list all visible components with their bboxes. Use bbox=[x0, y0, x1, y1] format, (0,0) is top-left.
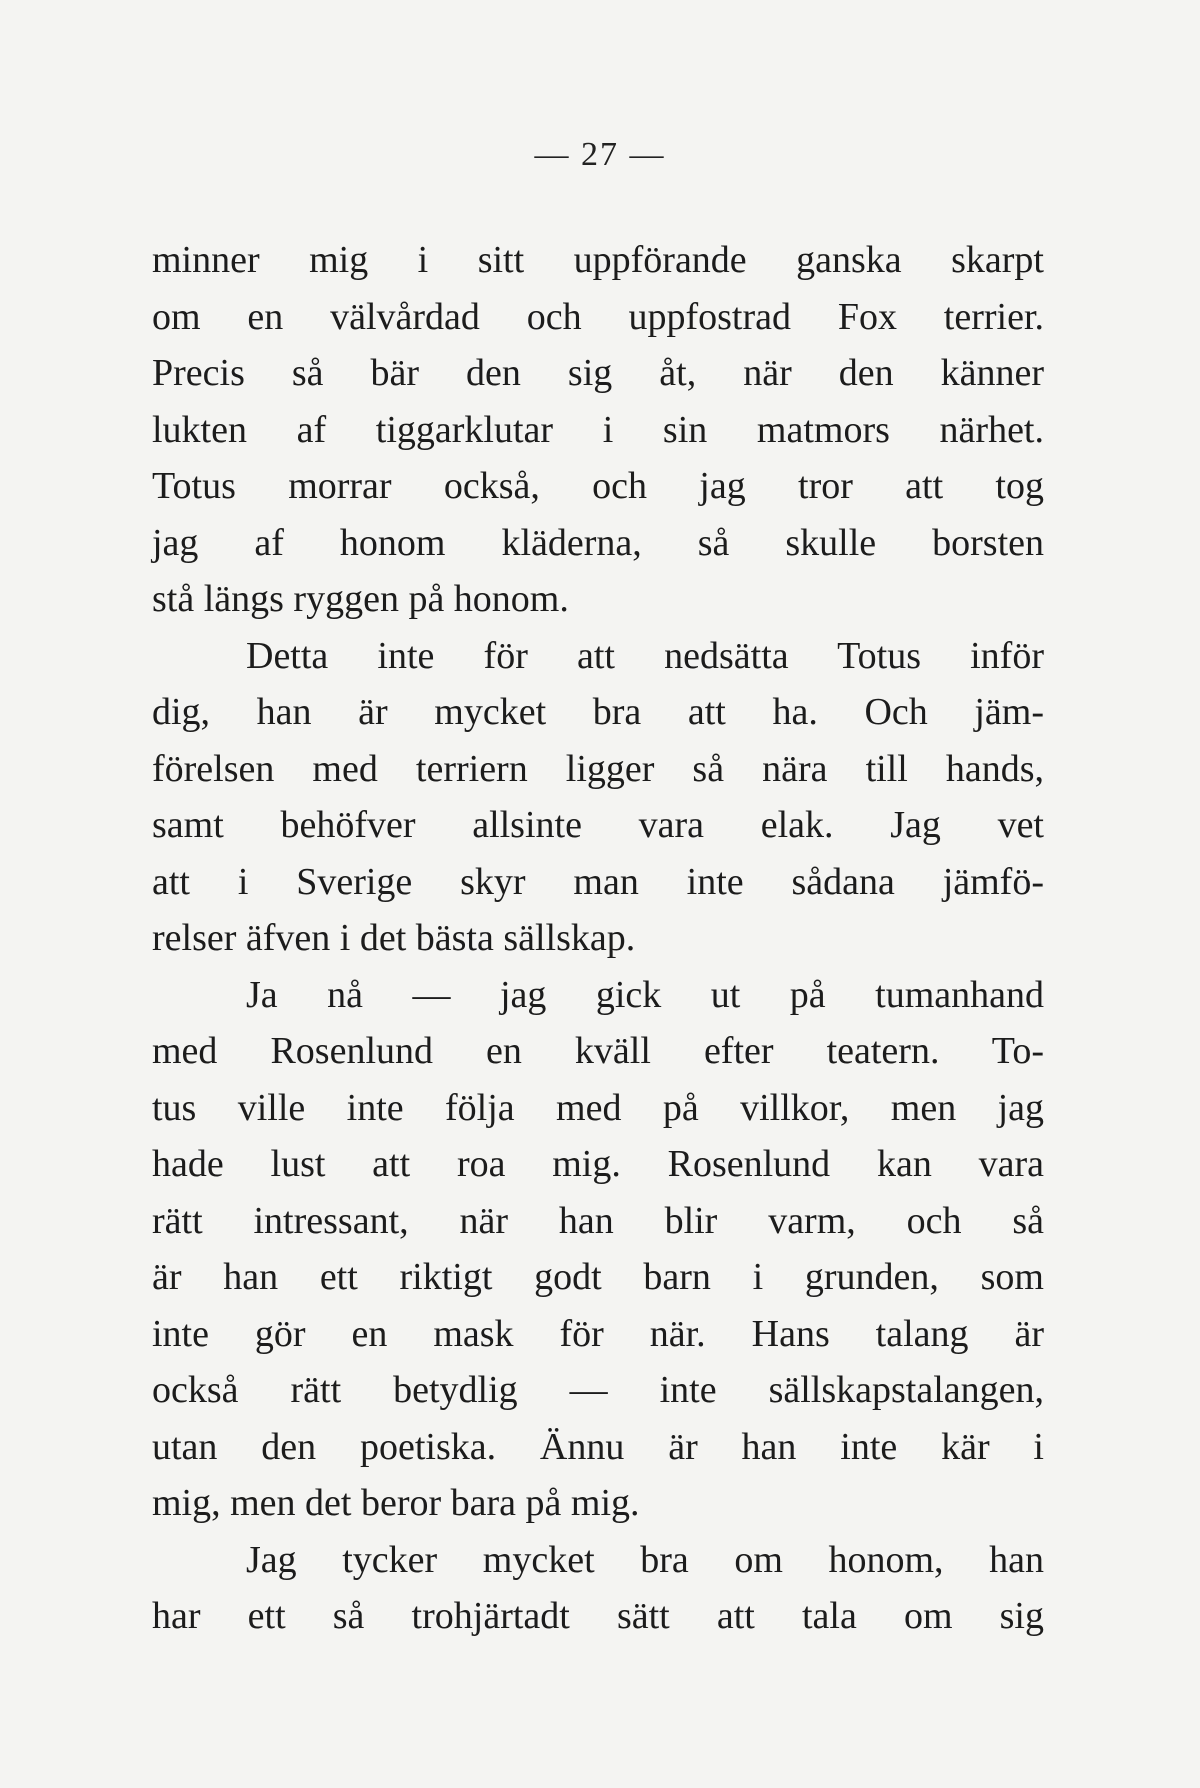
text-line: att i Sverige skyr man inte sådana jämfö- bbox=[152, 860, 1044, 903]
text-line: mig, men det beror bara på mig. bbox=[152, 1482, 640, 1524]
text-line: samt behöfver allsinte vara elak. Jag vet bbox=[152, 804, 1044, 846]
text-line: relser äfven i det bästa sällskap. bbox=[152, 917, 636, 959]
text-line: dig, han är mycket bra att ha. Och jäm- bbox=[152, 691, 1044, 733]
text-line: Ja nå — jag gick ut på tumanhand bbox=[246, 973, 1044, 1016]
text-line: är han ett riktigt godt barn i grunden, som bbox=[152, 1256, 1044, 1298]
text-line: lukten af tiggarklutar i sin matmors närhet. bbox=[152, 408, 1044, 451]
text-line: förelsen med terriern ligger så nära till hands, bbox=[152, 747, 1044, 790]
text-line: jag af honom kläderna, så skulle borsten bbox=[152, 521, 1044, 564]
text-line: Totus morrar också, och jag tror att tog bbox=[152, 465, 1044, 507]
text-line: Detta inte för att nedsätta Totus inför bbox=[246, 634, 1044, 677]
text-line: om en välvårdad och uppfostrad Fox terrier. bbox=[152, 295, 1044, 338]
text-line: minner mig i sitt uppförande ganska skarpt bbox=[152, 239, 1044, 281]
text-line: rätt intressant, när han blir varm, och så bbox=[152, 1199, 1044, 1242]
body-text bbox=[152, 232, 1044, 1645]
text-line: Precis så bär den sig åt, när den känner bbox=[152, 352, 1044, 394]
text-line: tus ville inte följa med på villkor, men jag bbox=[152, 1086, 1044, 1129]
text-line: inte gör en mask för när. Hans talang är bbox=[152, 1312, 1044, 1355]
text-line: hade lust att roa mig. Rosenlund kan vara bbox=[152, 1143, 1044, 1185]
text-line: har ett så trohjärtadt sätt att tala om sig bbox=[152, 1595, 1044, 1637]
text-line: stå längs ryggen på honom. bbox=[152, 578, 569, 620]
text-line: utan den poetiska. Ännu är han inte kär i bbox=[152, 1425, 1044, 1468]
text-line: med Rosenlund en kväll efter teatern. To- bbox=[152, 1030, 1044, 1072]
page-number: — 27 — bbox=[534, 136, 666, 173]
text-line: också rätt betydlig — inte sällskapstalangen, bbox=[152, 1369, 1044, 1411]
text-line: Jag tycker mycket bra om honom, han bbox=[246, 1538, 1044, 1581]
